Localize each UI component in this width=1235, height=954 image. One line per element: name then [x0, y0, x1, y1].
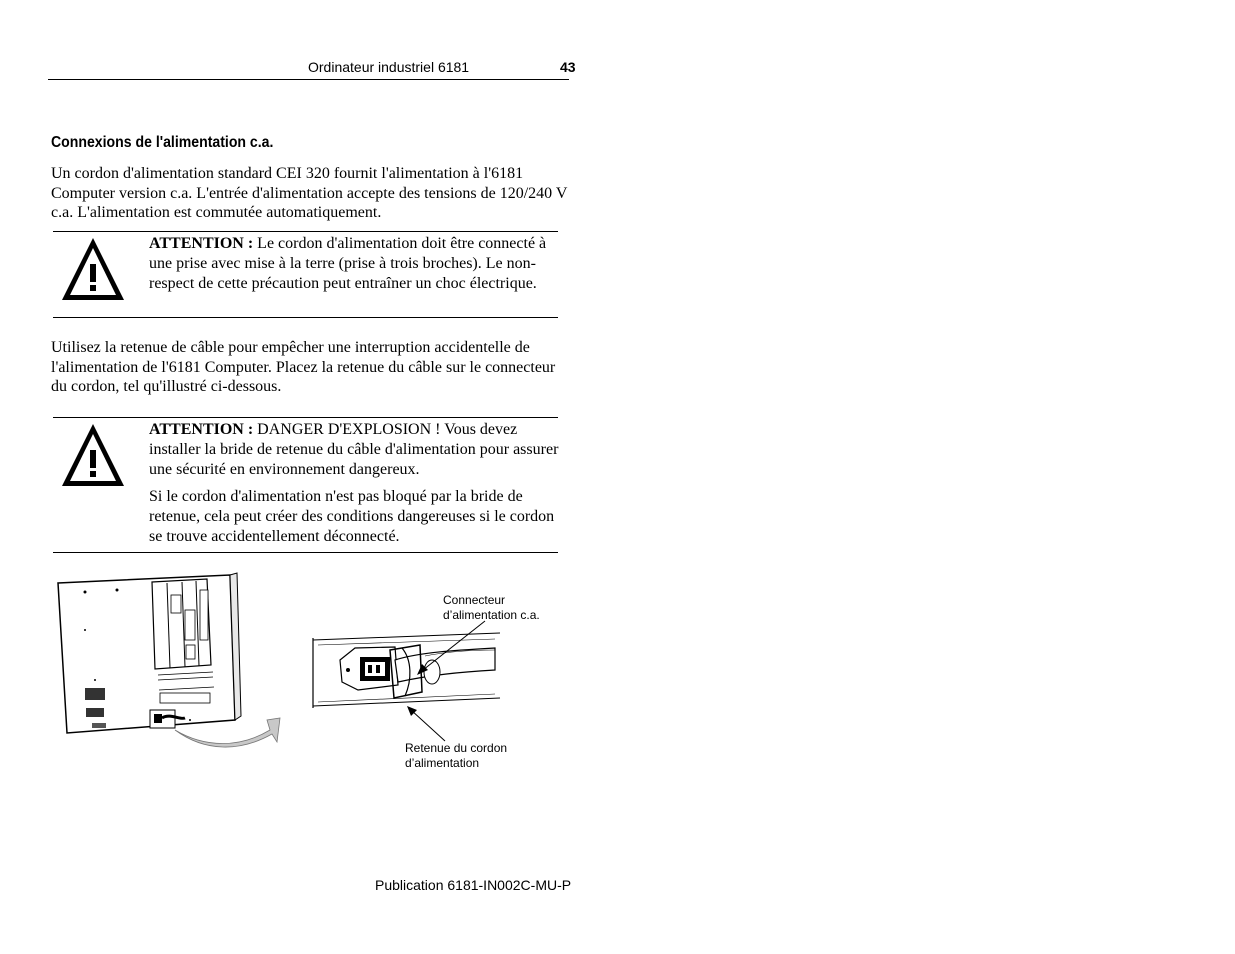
warning-triangle-icon: [60, 236, 126, 302]
header-rule: [48, 79, 569, 80]
warning-triangle-icon: [60, 422, 126, 488]
warning-1-bottom-rule: [53, 317, 558, 318]
computer-rear-panel-illustration: [55, 570, 290, 750]
retainer-callout-line2: d’alimentation: [405, 756, 480, 770]
warning-1-label: ATTENTION :: [149, 235, 254, 252]
warning-2-text: [149, 420, 559, 480]
connector-callout-line2: d’alimentation c.a.: [443, 608, 540, 622]
warning-1-top-rule: [53, 231, 558, 232]
warning-2-top-rule: [53, 417, 558, 418]
warning-2-bottom-rule: [53, 552, 558, 553]
warning-1-text: [149, 234, 554, 294]
callout-leader-lines: [395, 618, 495, 748]
section-title: Connexions de l'alimentation c.a.: [51, 134, 274, 151]
connector-callout-line1: Connecteur: [443, 593, 506, 607]
warning-2-label: ATTENTION :: [149, 421, 254, 438]
retainer-callout-line1: Retenue du cordon: [405, 741, 508, 755]
warning-2-text-second: Si le cordon d'alimentation n'est pas bloqué par la bride de retenue, cela peut créer des conditions dangereuses si le cordon se trouve accidentellement déconnecté.: [149, 488, 555, 545]
retention-paragraph: Utilisez la retenue de câble pour empêcher une interruption accidentelle de l'alimentation de l'6181 Computer. Placez la retenue du câble sur le connecteur du cordon, tel qu'illustré ci-dessous.: [51, 339, 556, 395]
intro-paragraph: Un cordon d'alimentation standard CEI 320 fournit l'alimentation à l'6181 Computer version c.a. L'entrée d'alimentation accepte des tensions de 120/240 V c.a. L'alimentation est commutée automatiquement.: [51, 165, 568, 221]
publication-footer: Publication 6181-IN002C-MU-P: [375, 877, 572, 893]
warning-1-body: Le cordon d'alimentation doit être connecté à une prise avec mise à la terre (prise à trois broches). Le non-respect de cette précaution peut entraîner un choc électrique.: [149, 235, 547, 292]
page-number: 43: [560, 59, 576, 75]
retainer-callout-label: [405, 741, 507, 771]
connector-callout-label: [443, 593, 540, 623]
running-header-title: Ordinateur industriel 6181: [308, 59, 470, 75]
warning-2-body: DANGER D'EXPLOSION ! Vous devez installer la bride de retenue du câble d'alimentation pour assurer une sécurité en environnement dangereux.: [149, 421, 559, 478]
